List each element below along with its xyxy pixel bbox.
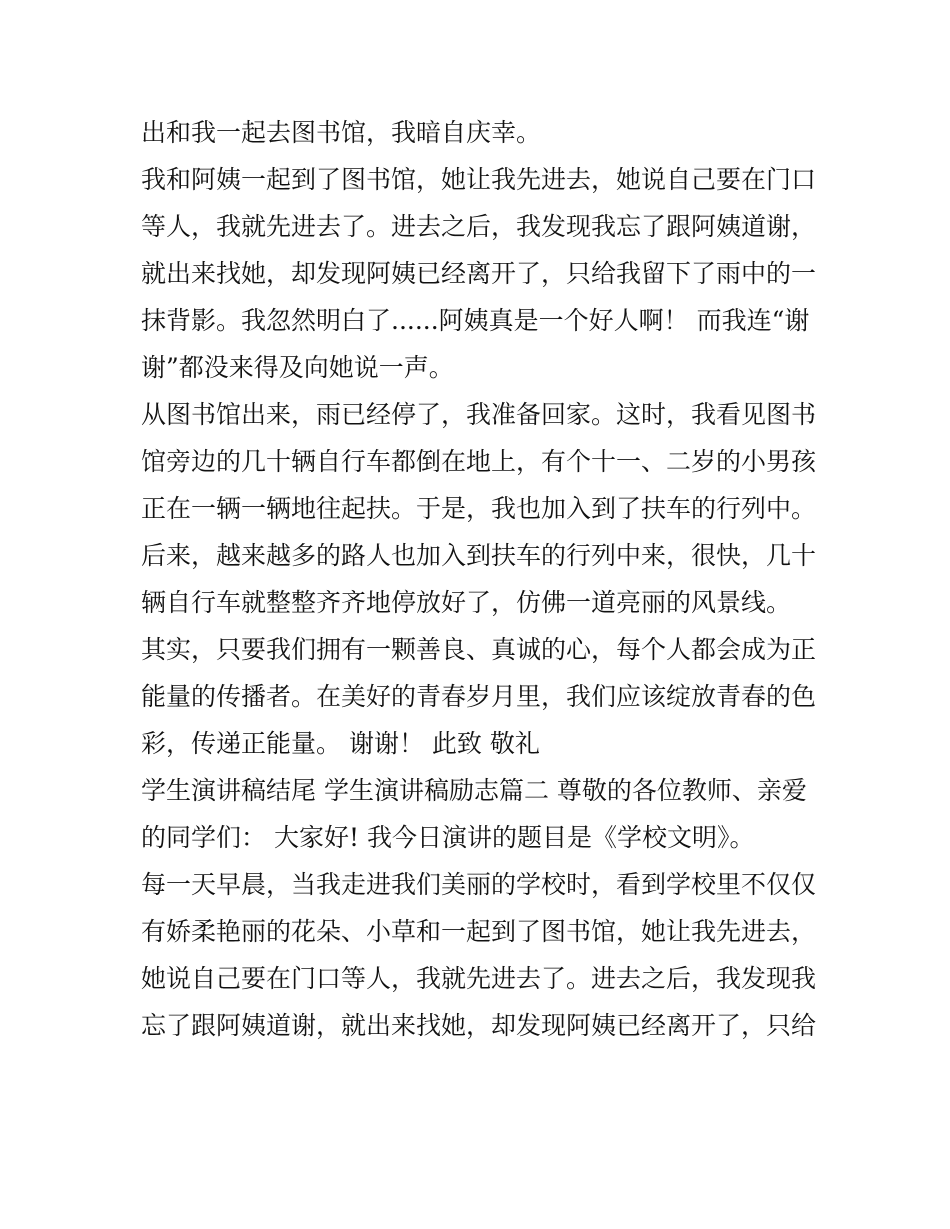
text-line: 的同学们： 大家好! 我今日演讲的题目是《学校文明》。 — [141, 823, 755, 852]
text-line: 馆旁边的几十辆自行车都倒在地上，有个十一、二岁的小男孩 — [141, 447, 817, 476]
text-line: 出和我一起去图书馆，我暗自庆幸。 — [141, 118, 542, 147]
text-line: 忘了跟阿姨道谢，就出来找她，却发现阿姨已经离开了，只给 — [141, 1011, 817, 1040]
text-line: 谢”都没来得及向她说一声。 — [141, 353, 454, 382]
text-line: 我和阿姨一起到了图书馆，她让我先进去，她说自己要在门口 — [141, 165, 817, 194]
text-line: 学生演讲稿结尾 学生演讲稿励志篇二 尊敬的各位教师、亲爱 — [141, 776, 807, 805]
text-line: 后来，越来越多的路人也加入到扶车的行列中来，很快，几十 — [141, 541, 817, 570]
text-line: 正在一辆一辆地往起扶。于是，我也加入到了扶车的行列中。 — [141, 494, 817, 523]
text-line: 就出来找她，却发现阿姨已经离开了，只给我留下了雨中的一 — [141, 259, 817, 288]
text-line: 等人，我就先进去了。进去之后，我发现我忘了跟阿姨道谢， — [141, 212, 817, 241]
text-line: 每一天早晨，当我走进我们美丽的学校时，看到学校里不仅仅 — [141, 870, 817, 899]
text-line: 有娇柔艳丽的花朵、小草和一起到了图书馆，她让我先进去， — [141, 917, 817, 946]
text-line: 其实，只要我们拥有一颗善良、真诚的心，每个人都会成为正 — [141, 635, 817, 664]
text-line: 彩，传递正能量。 谢谢！ 此致 敬礼 — [141, 729, 540, 758]
document-body — [141, 109, 831, 1049]
text-line: 能量的传播者。在美好的青春岁月里，我们应该绽放青春的色 — [141, 682, 817, 711]
text-line: 她说自己要在门口等人，我就先进去了。进去之后，我发现我 — [141, 964, 817, 993]
text-line: 抹背影。我忽然明白了......阿姨真是一个好人啊！ 而我连“谢 — [141, 306, 810, 335]
text-line: 从图书馆出来，雨已经停了，我准备回家。这时，我看见图书 — [141, 400, 817, 429]
text-line: 辆自行车就整整齐齐地停放好了，仿佛一道亮丽的风景线。 — [141, 588, 792, 617]
